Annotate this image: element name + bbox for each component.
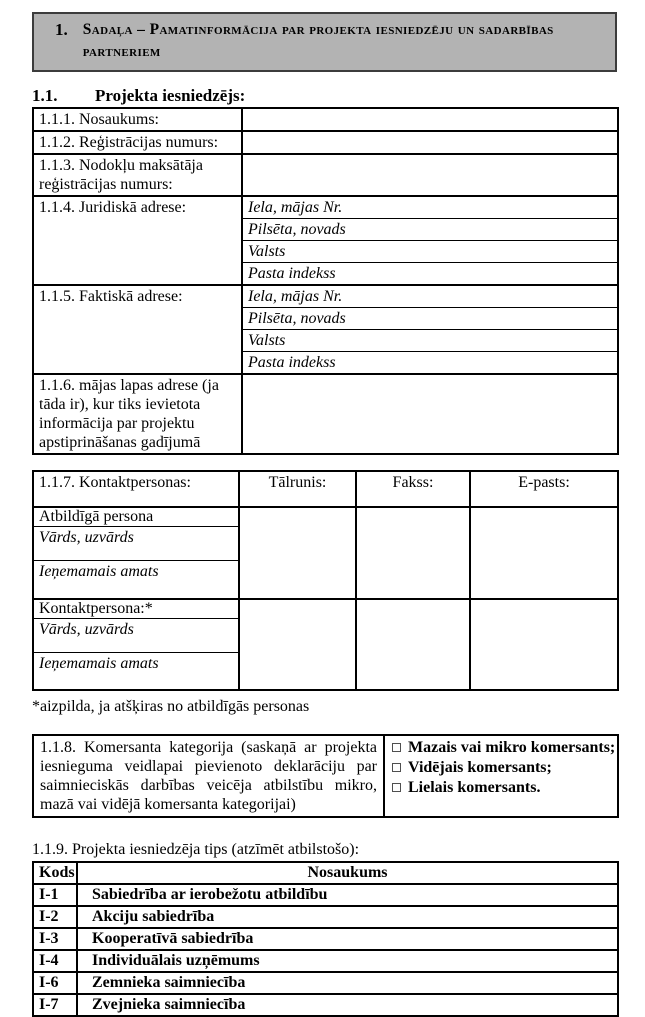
type-row[interactable] bbox=[33, 994, 618, 1016]
contacts-table bbox=[32, 470, 619, 691]
atbildiga-persona-epasts-field[interactable] bbox=[470, 507, 618, 599]
type-name: Zvejnieka saimniecība bbox=[77, 994, 618, 1016]
kods-column-header: Kods bbox=[33, 862, 77, 884]
table-row bbox=[33, 735, 618, 817]
kontaktpersonas-label: 1.1.7. Kontaktpersonas: bbox=[33, 471, 239, 507]
type-name: Zemnieka saimniecība bbox=[77, 972, 618, 994]
type-name: Kooperatīvā sabiedrība bbox=[77, 928, 618, 950]
epasts-column-header: E-pasts: bbox=[470, 471, 618, 507]
section-number: 1. bbox=[55, 20, 68, 39]
type-row[interactable] bbox=[33, 928, 618, 950]
registracijas-numurs-value-field[interactable] bbox=[242, 131, 618, 154]
table-row bbox=[33, 374, 618, 454]
type-row[interactable] bbox=[33, 950, 618, 972]
type-row[interactable] bbox=[33, 906, 618, 928]
checkbox-option-lielais[interactable] bbox=[392, 778, 613, 798]
kontaktpersona-label: Kontaktpersona:* bbox=[33, 599, 239, 619]
table-row bbox=[33, 131, 618, 154]
table-row bbox=[33, 154, 618, 196]
checkbox-icon[interactable] bbox=[392, 763, 401, 772]
table-row bbox=[33, 108, 618, 131]
atbildiga-persona-fakss-field[interactable] bbox=[356, 507, 470, 599]
section-title: Sadaļa – Pamatinformācija par projekta iesniedzēju un sadarbības partneriem bbox=[82, 21, 554, 60]
category-table bbox=[32, 734, 619, 818]
komersanta-kategorija-options bbox=[384, 735, 618, 817]
majas-lapas-adrese-label: 1.1.6. mājas lapas adrese (ja tāda ir), kur tiks ievietota informācija par projektu apstiprināšanas gadījumā bbox=[33, 374, 242, 454]
atbildiga-persona-talrunis-field[interactable] bbox=[239, 507, 356, 599]
type-section-label: 1.1.9. Projekta iesniedzēja tips (atzīmēt atbilstošo): bbox=[32, 841, 360, 858]
type-row[interactable] bbox=[33, 884, 618, 906]
checkbox-option-mazais[interactable] bbox=[392, 738, 616, 758]
type-code: I-2 bbox=[33, 906, 77, 928]
kontaktpersona-vards-label: Vārds, uzvārds bbox=[33, 618, 239, 652]
nosaukums-column-header: Nosaukums bbox=[77, 862, 618, 884]
checkbox-option-label: Lielais komersants. bbox=[408, 779, 541, 796]
faktiska-adrese-pilseta-field[interactable]: Pilsēta, novads bbox=[242, 308, 618, 330]
nosaukums-value-field[interactable] bbox=[242, 108, 618, 131]
type-row[interactable] bbox=[33, 972, 618, 994]
table-header-row bbox=[33, 471, 618, 507]
subsection-title: Projekta iesniedzējs: bbox=[95, 86, 246, 105]
table-row bbox=[33, 507, 618, 527]
type-code: I-3 bbox=[33, 928, 77, 950]
document-page bbox=[0, 12, 645, 1013]
juridiska-adrese-iela-field[interactable]: Iela, mājas Nr. bbox=[242, 196, 618, 219]
type-name: Sabiedrība ar ierobežotu atbildību bbox=[77, 884, 618, 906]
faktiska-adrese-iela-field[interactable]: Iela, mājas Nr. bbox=[242, 285, 618, 308]
type-name: Akciju sabiedrība bbox=[77, 906, 618, 928]
faktiska-adrese-indekss-field[interactable]: Pasta indekss bbox=[242, 352, 618, 375]
contacts-footnote: *aizpilda, ja atšķiras no atbildīgās personas bbox=[32, 698, 310, 715]
nosaukums-label: 1.1.1. Nosaukums: bbox=[33, 108, 242, 131]
table-row bbox=[33, 599, 618, 619]
table-row bbox=[33, 196, 618, 219]
majas-lapas-adrese-value-field[interactable] bbox=[242, 374, 618, 454]
juridiska-adrese-valsts-field[interactable]: Valsts bbox=[242, 241, 618, 263]
nodoklu-maksataja-label: 1.1.3. Nodokļu maksātāja reģistrācijas numurs: bbox=[33, 154, 242, 196]
table-header-row bbox=[33, 862, 618, 884]
komersanta-kategorija-label: 1.1.8. Komersanta kategorija (saskaņā ar projekta iesnieguma veidlapai pievienoto deklarāciju par saimnieciskās darbības veicēja atbilstību mikro, mazā vai vidējā komersanta kategorijai) bbox=[33, 735, 384, 817]
registracijas-numurs-label: 1.1.2. Reģistrācijas numurs: bbox=[33, 131, 242, 154]
atbildiga-persona-vards-label: Vārds, uzvārds bbox=[33, 527, 239, 561]
kontaktpersona-amats-label: Ieņemamais amats bbox=[33, 652, 239, 690]
juridiska-adrese-indekss-field[interactable]: Pasta indekss bbox=[242, 263, 618, 286]
juridiska-adrese-pilseta-field[interactable]: Pilsēta, novads bbox=[242, 219, 618, 241]
faktiska-adrese-label: 1.1.5. Faktiskā adrese: bbox=[33, 285, 242, 374]
type-code: I-4 bbox=[33, 950, 77, 972]
subsection-number: 1.1. bbox=[32, 86, 58, 105]
checkbox-option-videjais[interactable] bbox=[392, 758, 613, 778]
talrunis-column-header: Tālrunis: bbox=[239, 471, 356, 507]
checkbox-icon[interactable] bbox=[392, 743, 401, 752]
type-name: Individuālais uzņēmums bbox=[77, 950, 618, 972]
faktiska-adrese-valsts-field[interactable]: Valsts bbox=[242, 330, 618, 352]
type-code: I-7 bbox=[33, 994, 77, 1016]
type-table bbox=[32, 861, 619, 1017]
fakss-column-header: Fakss: bbox=[356, 471, 470, 507]
subsection-heading bbox=[32, 86, 617, 105]
juridiska-adrese-label: 1.1.4. Juridiskā adrese: bbox=[33, 196, 242, 285]
type-code: I-1 bbox=[33, 884, 77, 906]
applicant-table bbox=[32, 107, 619, 455]
atbildiga-persona-label: Atbildīgā persona bbox=[33, 507, 239, 527]
checkbox-icon[interactable] bbox=[392, 783, 401, 792]
type-code: I-6 bbox=[33, 972, 77, 994]
kontaktpersona-epasts-field[interactable] bbox=[470, 599, 618, 691]
table-row bbox=[33, 285, 618, 308]
kontaktpersona-fakss-field[interactable] bbox=[356, 599, 470, 691]
checkbox-option-label: Vidējais komersants; bbox=[408, 759, 552, 776]
section-header bbox=[32, 12, 617, 72]
checkbox-option-label: Mazais vai mikro komersants; bbox=[408, 739, 616, 756]
kontaktpersona-talrunis-field[interactable] bbox=[239, 599, 356, 691]
nodoklu-maksataja-value-field[interactable] bbox=[242, 154, 618, 196]
atbildiga-persona-amats-label: Ieņemamais amats bbox=[33, 561, 239, 599]
